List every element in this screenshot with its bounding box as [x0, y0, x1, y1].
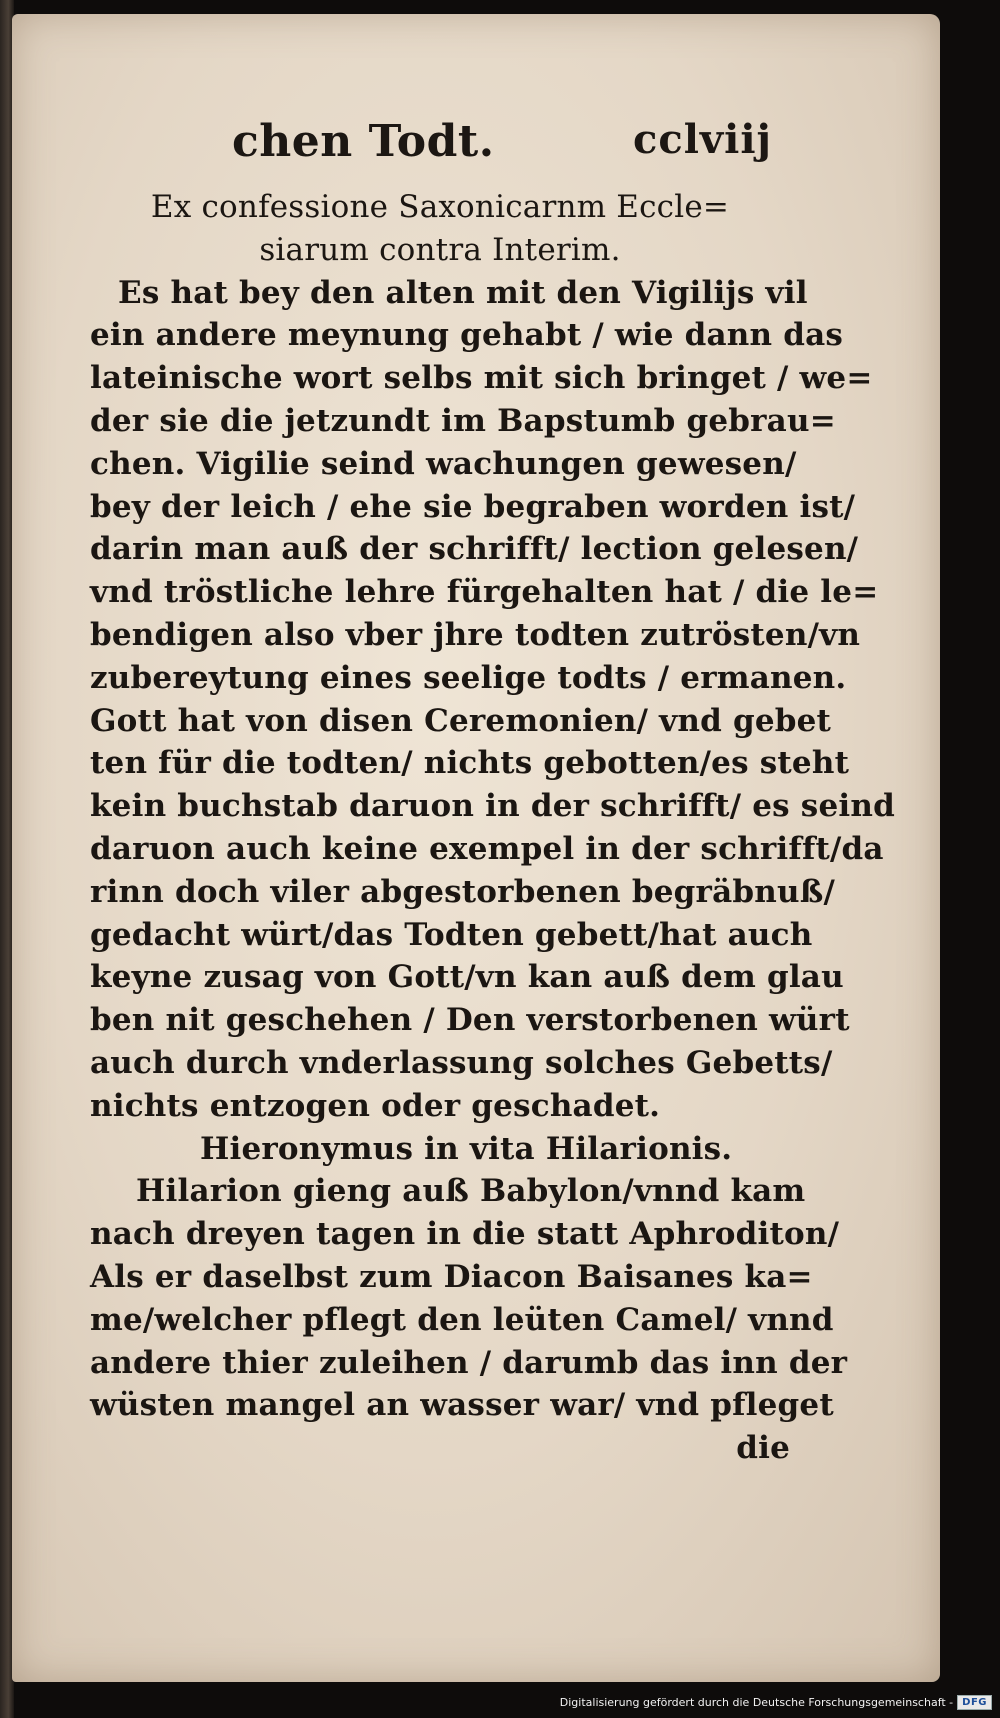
text-block: [90, 186, 895, 1470]
text-line: Als er daselbst zum Diacon Baisanes ka=: [90, 1258, 813, 1295]
running-title: chen Todt.: [232, 116, 495, 167]
text-line: darin man auß der schrifft/ lection gelesen/: [90, 531, 859, 568]
text-line: Gott hat von disen Ceremonien/ vnd gebet: [90, 702, 832, 739]
book-page: [12, 14, 940, 1682]
credit-text: Digitalisierung gefördert durch die Deutsche Forschungsgemeinschaft -: [559, 1695, 954, 1709]
text-line: nichts entzogen oder geschadet.: [90, 1087, 661, 1124]
text-line: bey der leich / ehe sie begraben worden ist/: [90, 488, 856, 525]
text-line: keyne zusag von Gott/vn kan auß dem glau: [90, 959, 844, 996]
text-line: vnd tröstliche lehre fürgehalten hat / die le=: [90, 574, 879, 611]
text-line: chen. Vigilie seind wachungen gewesen/: [90, 445, 797, 482]
text-line: Es hat bey den alten mit den Vigilijs vil: [118, 274, 808, 311]
text-line: lateinische wort selbs mit sich bringet / we=: [90, 360, 873, 397]
text-line: ein andere meynung gehabt / wie dann das: [90, 317, 844, 354]
section-heading: siarum contra Interim.: [259, 231, 621, 268]
section-heading: Ex confessione Saxonicarnm Eccle=: [150, 189, 730, 225]
text-line: bendigen also vber jhre todten zutrösten/vn: [90, 616, 861, 653]
text-line: rinn doch viler abgestorbenen begräbnuß/: [90, 873, 836, 910]
text-line: andere thier zuleihen / darumb das inn der: [90, 1344, 848, 1381]
dfg-logo-icon: DFG: [957, 1695, 992, 1710]
text-line: wüsten mangel an wasser war/ vnd pfleget: [90, 1387, 834, 1424]
text-line: ten für die todten/ nichts gebotten/es steht: [90, 745, 850, 782]
folio-number: cclviij: [632, 116, 772, 163]
digitization-credit: [560, 1688, 992, 1716]
text-line: kein buchstab daruon in der schrifft/ es seind: [90, 788, 895, 825]
catchword: die: [736, 1430, 790, 1467]
text-line: auch durch vnderlassung solches Gebetts/: [90, 1044, 833, 1081]
section-heading: Hieronymus in vita Hilarionis.: [200, 1130, 733, 1167]
text-line: me/welcher pflegt den leüten Camel/ vnnd: [90, 1301, 834, 1338]
text-line: nach dreyen tagen in die statt Aphroditon/: [90, 1216, 840, 1253]
text-line: der sie die jetzundt im Bapstumb gebrau=: [90, 402, 836, 439]
text-line: Hilarion gieng auß Babylon/vnnd kam: [136, 1173, 806, 1210]
text-line: gedacht würt/das Todten gebett/hat auch: [90, 916, 813, 953]
text-line: daruon auch keine exempel in der schrifft/da: [90, 830, 884, 867]
text-line: zubereytung eines seelige todts / ermanen.: [90, 659, 847, 696]
page-header: [232, 116, 772, 176]
text-line: ben nit geschehen / Den verstorbenen würt: [90, 1002, 850, 1039]
